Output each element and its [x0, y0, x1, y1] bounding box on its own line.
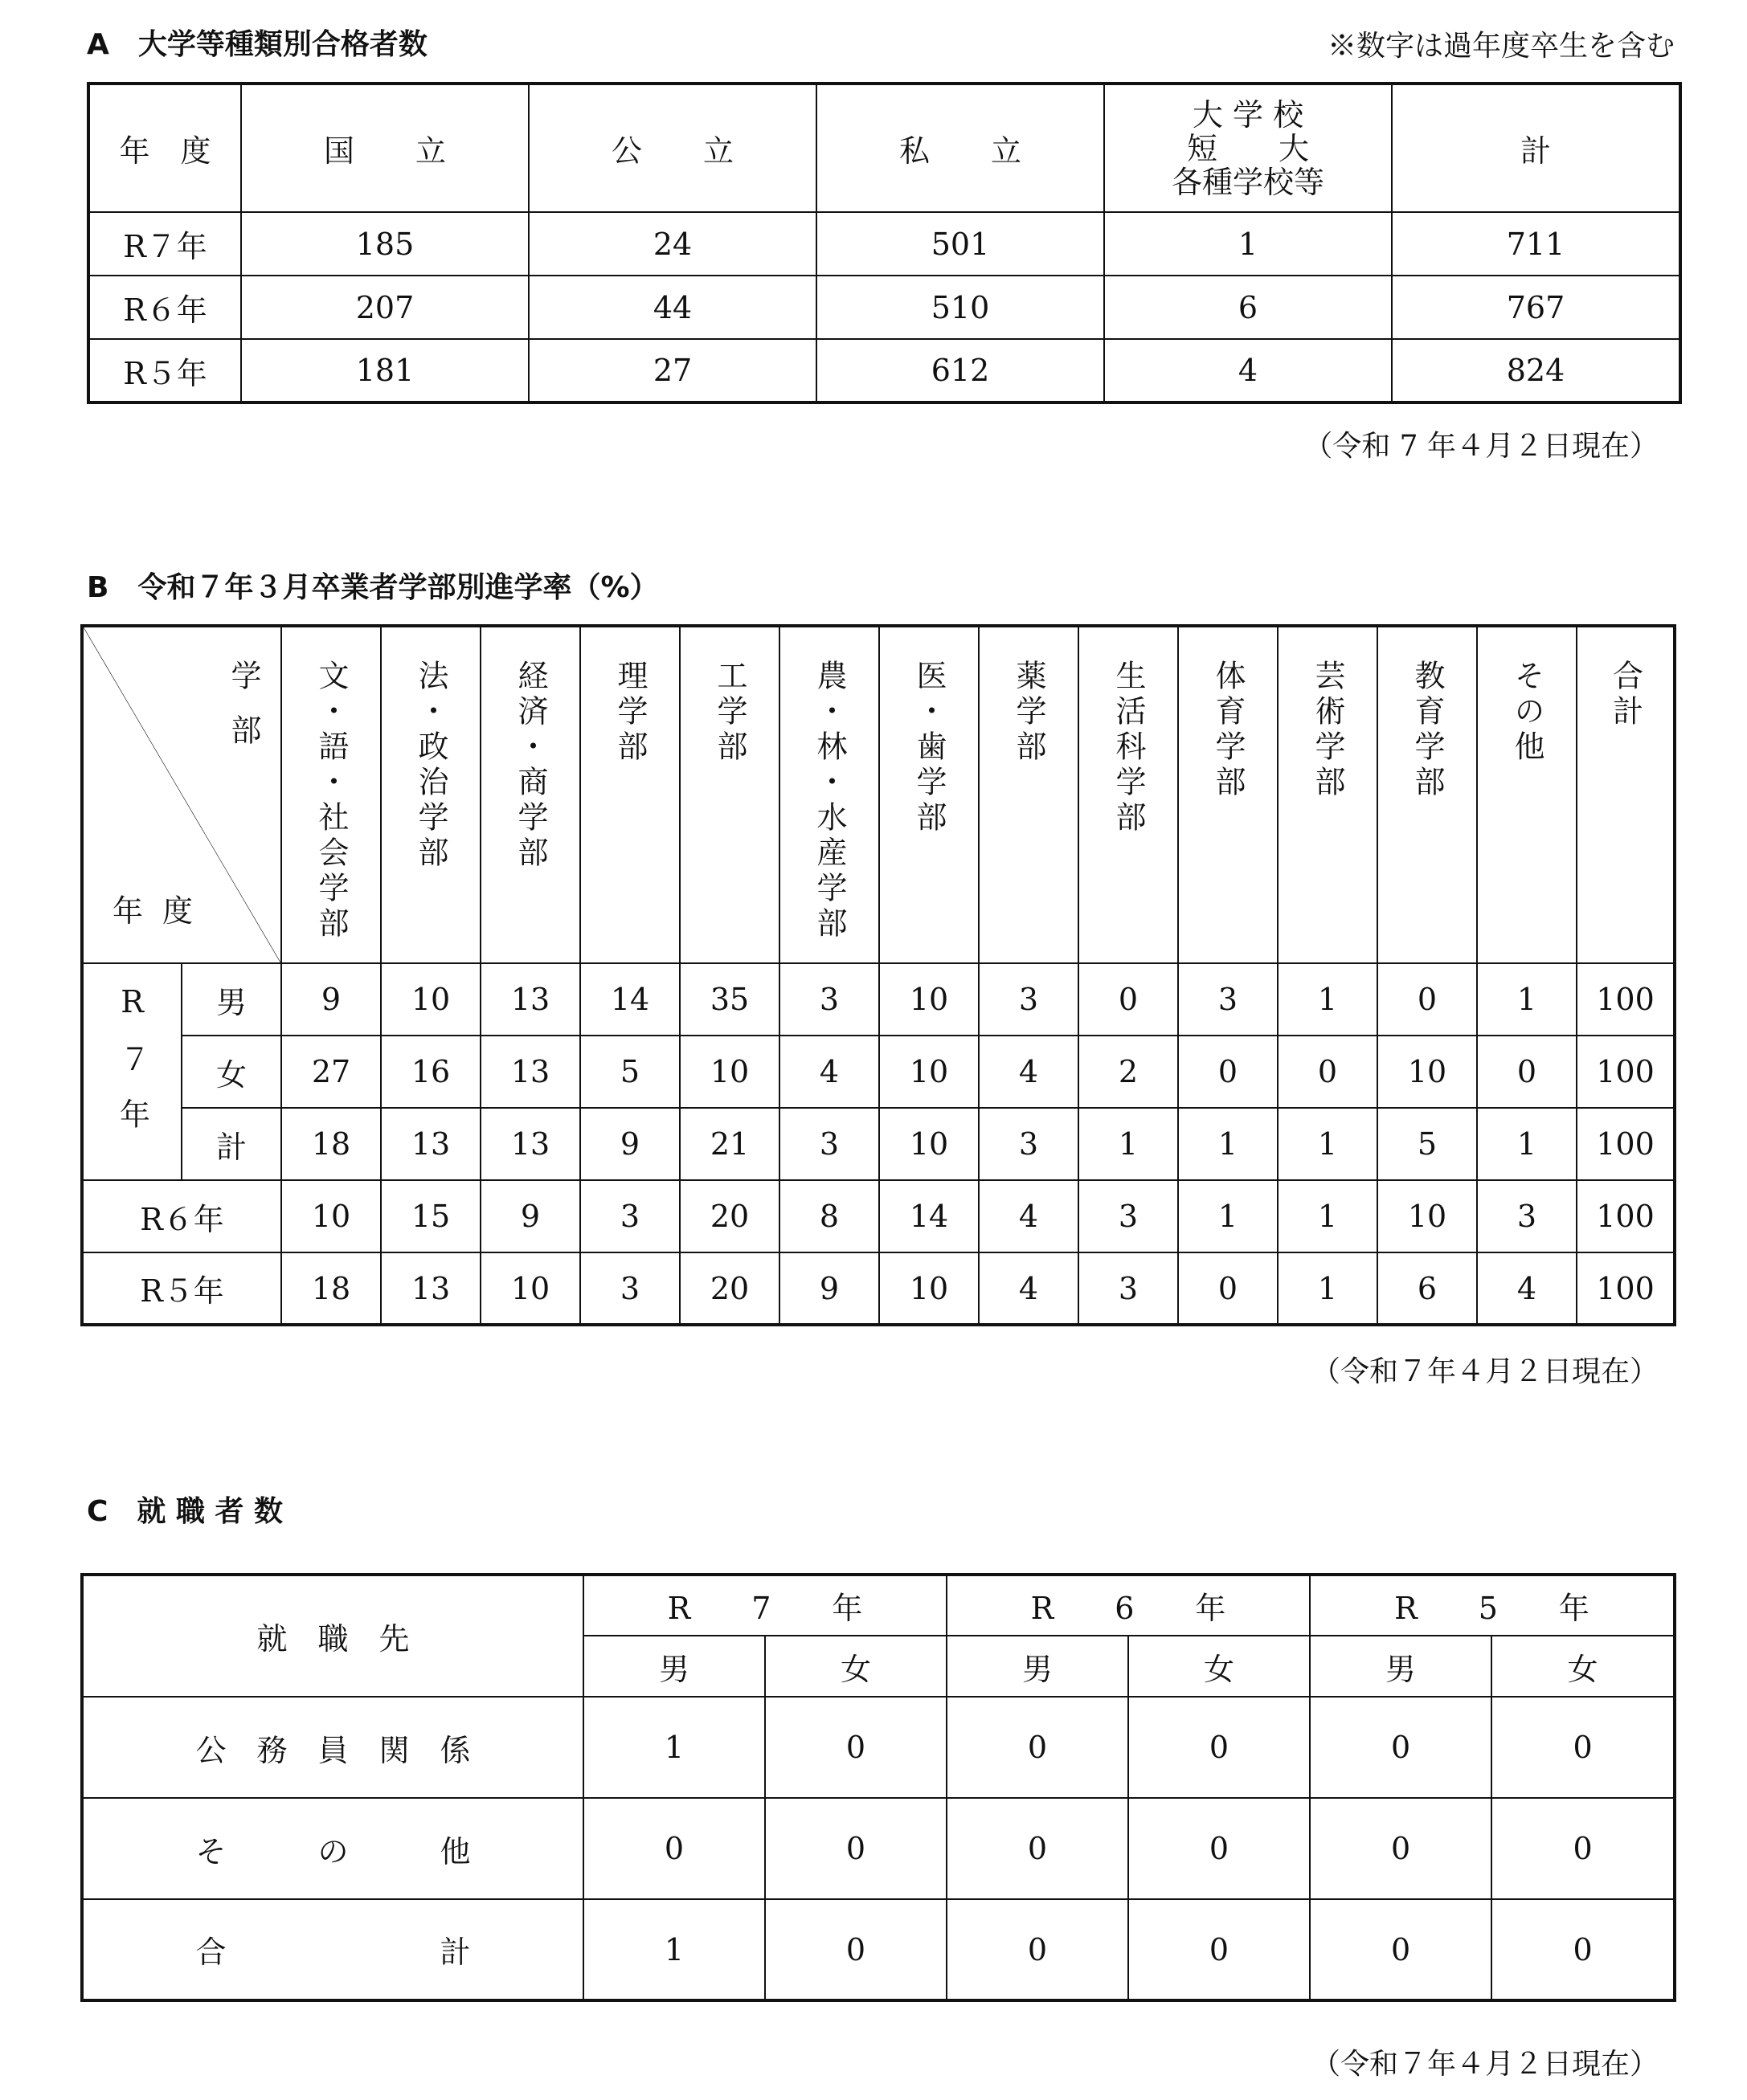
cell: 501 — [816, 212, 1104, 276]
table-row — [82, 1697, 1675, 1798]
cell: 5 — [1377, 1108, 1477, 1180]
cell: 1 — [1104, 212, 1392, 276]
header-total: 合計 — [1607, 660, 1643, 730]
cell: 1 — [1178, 1180, 1278, 1252]
header-pharmacy: 薬学部 — [1011, 660, 1046, 766]
cell: 0 — [1128, 1798, 1310, 1899]
table-row — [82, 1252, 1675, 1325]
table-row — [88, 276, 1680, 339]
cell: 0 — [583, 1798, 765, 1899]
cell: 27 — [529, 339, 816, 402]
cell: 3 — [979, 1108, 1078, 1180]
table-row — [82, 1899, 1675, 2000]
row-label: R５年 — [82, 1252, 281, 1325]
header-literature: 文・語・社会学部 — [313, 660, 349, 942]
employment-table — [80, 1573, 1676, 2002]
cell: 1 — [1477, 963, 1577, 1036]
header-other-schools: 大 学 校 短 大 各種学校等 — [1104, 84, 1392, 212]
cell: 3 — [1078, 1180, 1178, 1252]
row-label: R６年 — [82, 1180, 281, 1252]
cell: 3 — [580, 1252, 680, 1325]
header-law: 法・政治学部 — [413, 660, 448, 872]
cell: 10 — [879, 1036, 979, 1108]
cell: 1 — [1178, 1108, 1278, 1180]
header-medicine: 医・歯学部 — [911, 660, 947, 836]
table-row — [88, 339, 1680, 402]
cell: 3 — [580, 1180, 680, 1252]
cell: 16 — [381, 1036, 481, 1108]
cell: 4 — [979, 1036, 1078, 1108]
cell: 13 — [481, 1108, 580, 1180]
row-label: 女 — [182, 1036, 281, 1108]
cell: 0 — [765, 1798, 947, 1899]
cell: 0 — [1310, 1697, 1491, 1798]
cell: 0 — [1078, 963, 1178, 1036]
cell: 13 — [481, 1036, 580, 1108]
section-a-title: A 大学等種類別合格者数 — [87, 28, 428, 61]
cell: 9 — [580, 1108, 680, 1180]
header-r5: R 5 年 — [1310, 1575, 1675, 1636]
table-row — [82, 1108, 1675, 1180]
cell: 0 — [765, 1899, 947, 2000]
cell: 0 — [1477, 1036, 1577, 1108]
cell: 0 — [1310, 1899, 1491, 2000]
corner-year-label: 年度 — [113, 893, 213, 929]
cell: 0 — [1491, 1697, 1675, 1798]
cell: 0 — [947, 1697, 1128, 1798]
header-female: 女 — [765, 1636, 947, 1697]
row-label: そ の 他 — [82, 1798, 583, 1899]
row-label: 計 — [182, 1108, 281, 1180]
header-r7: R 7 年 — [583, 1575, 947, 1636]
cell: 4 — [1477, 1252, 1577, 1325]
header-year: 年 度 — [88, 84, 241, 212]
section-b-title: B 令和７年３月卒業者学部別進学率（%） — [87, 571, 659, 604]
header-public: 公 立 — [529, 84, 816, 212]
cell: 5 — [580, 1036, 680, 1108]
cell: 13 — [481, 963, 580, 1036]
cell: 0 — [1278, 1036, 1377, 1108]
r7-label-cell — [82, 963, 182, 1180]
cell: 35 — [680, 963, 779, 1036]
cell: 0 — [1128, 1697, 1310, 1798]
cell: 612 — [816, 339, 1104, 402]
cell: 6 — [1104, 276, 1392, 339]
header-male: 男 — [583, 1636, 765, 1697]
header-total: 計 — [1392, 84, 1680, 212]
cell: 3 — [1178, 963, 1278, 1036]
cell: 10 — [381, 963, 481, 1036]
header-home-economics: 生活科学部 — [1111, 660, 1146, 836]
header-male: 男 — [947, 1636, 1128, 1697]
cell: 0 — [947, 1798, 1128, 1899]
cell: 100 — [1577, 1180, 1675, 1252]
cell: 10 — [879, 963, 979, 1036]
section-c-title: C 就 職 者 数 — [87, 1495, 284, 1528]
header-engineering: 工学部 — [712, 660, 747, 766]
cell: 1 — [583, 1697, 765, 1798]
section-c-asof: （令和７年４月２日現在） — [1311, 2048, 1659, 2081]
cell: 44 — [529, 276, 816, 339]
header-economics: 経済・商学部 — [513, 660, 548, 872]
cell: 3 — [1477, 1180, 1577, 1252]
header-arts: 芸術学部 — [1310, 660, 1345, 801]
header-male: 男 — [1310, 1636, 1491, 1697]
row-label: 公 務 員 関 係 — [82, 1697, 583, 1798]
cell: 9 — [779, 1252, 879, 1325]
cell: 767 — [1392, 276, 1680, 339]
header-national: 国 立 — [241, 84, 529, 212]
cell: 0 — [1178, 1036, 1278, 1108]
cell: 0 — [1491, 1798, 1675, 1899]
cell: 4 — [979, 1252, 1078, 1325]
cell: 4 — [979, 1180, 1078, 1252]
cell: 1 — [1278, 1252, 1377, 1325]
cell: 510 — [816, 276, 1104, 339]
cell: 0 — [1178, 1252, 1278, 1325]
cell: 8 — [779, 1180, 879, 1252]
cell: 18 — [281, 1252, 381, 1325]
cell: 100 — [1577, 1252, 1675, 1325]
header-female: 女 — [1128, 1636, 1310, 1697]
cell: 13 — [381, 1108, 481, 1180]
cell: 3 — [979, 963, 1078, 1036]
row-year: R６年 — [88, 276, 241, 339]
section-a-note: ※数字は過年度卒生を含む — [1327, 30, 1675, 63]
cell: 100 — [1577, 1108, 1675, 1180]
row-year: R５年 — [88, 339, 241, 402]
cell: 0 — [1491, 1899, 1675, 2000]
cell: 18 — [281, 1108, 381, 1180]
corner-faculty-label: 学部 — [226, 660, 261, 769]
cell: 14 — [580, 963, 680, 1036]
header-education: 教育学部 — [1409, 660, 1445, 801]
cell: 21 — [680, 1108, 779, 1180]
cell: 1 — [583, 1899, 765, 2000]
cell: 10 — [680, 1036, 779, 1108]
cell: 0 — [765, 1697, 947, 1798]
cell: 10 — [1377, 1180, 1477, 1252]
cell: 0 — [1377, 963, 1477, 1036]
cell: 9 — [281, 963, 381, 1036]
cell: 1 — [1078, 1108, 1178, 1180]
header-private: 私 立 — [816, 84, 1104, 212]
cell: 711 — [1392, 212, 1680, 276]
admissions-header-row — [88, 84, 1680, 212]
cell: 20 — [680, 1252, 779, 1325]
cell: 10 — [879, 1252, 979, 1325]
cell: 181 — [241, 339, 529, 402]
section-a-asof: （令和 7 年４月２日現在） — [1303, 430, 1659, 463]
row-year: R７年 — [88, 212, 241, 276]
cell: 0 — [1128, 1899, 1310, 2000]
cell: 14 — [879, 1180, 979, 1252]
row-label: 合 計 — [82, 1899, 583, 2000]
corner-cell — [82, 626, 281, 963]
cell: 100 — [1577, 963, 1675, 1036]
header-female: 女 — [1491, 1636, 1675, 1697]
table-row — [82, 1036, 1675, 1108]
faculty-rate-table — [80, 624, 1676, 1326]
header-science: 理学部 — [612, 660, 648, 766]
table-row — [82, 963, 1675, 1036]
cell: 0 — [1310, 1798, 1491, 1899]
cell: 1 — [1477, 1108, 1577, 1180]
cell: 13 — [381, 1252, 481, 1325]
cell: 27 — [281, 1036, 381, 1108]
table-row — [82, 1180, 1675, 1252]
cell: 3 — [779, 1108, 879, 1180]
row-label: 男 — [182, 963, 281, 1036]
cell: 824 — [1392, 339, 1680, 402]
header-agriculture: 農・林・水産学部 — [812, 660, 847, 942]
cell: 4 — [779, 1036, 879, 1108]
table-row — [88, 212, 1680, 276]
faculty-header-row — [82, 626, 1675, 963]
header-destination: 就 職 先 — [82, 1575, 583, 1697]
cell: 10 — [879, 1108, 979, 1180]
cell: 20 — [680, 1180, 779, 1252]
cell: 6 — [1377, 1252, 1477, 1325]
cell: 15 — [381, 1180, 481, 1252]
cell: 4 — [1104, 339, 1392, 402]
cell: 10 — [481, 1252, 580, 1325]
r7-label: R７年 — [114, 983, 150, 1153]
admissions-table — [87, 82, 1682, 404]
header-physical-education: 体育学部 — [1210, 660, 1246, 801]
cell: 24 — [529, 212, 816, 276]
cell: 3 — [779, 963, 879, 1036]
cell: 10 — [1377, 1036, 1477, 1108]
section-b-asof: （令和７年４月２日現在） — [1311, 1355, 1659, 1388]
cell: 185 — [241, 212, 529, 276]
employment-year-row — [82, 1575, 1675, 1636]
cell: 9 — [481, 1180, 580, 1252]
cell: 0 — [947, 1899, 1128, 2000]
cell: 100 — [1577, 1036, 1675, 1108]
cell: 207 — [241, 276, 529, 339]
cell: 2 — [1078, 1036, 1178, 1108]
cell: 10 — [281, 1180, 381, 1252]
header-other: その他 — [1509, 660, 1544, 766]
header-r6: R 6 年 — [947, 1575, 1310, 1636]
cell: 1 — [1278, 963, 1377, 1036]
cell: 1 — [1278, 1180, 1377, 1252]
cell: 3 — [1078, 1252, 1178, 1325]
cell: 1 — [1278, 1108, 1377, 1180]
table-row — [82, 1798, 1675, 1899]
